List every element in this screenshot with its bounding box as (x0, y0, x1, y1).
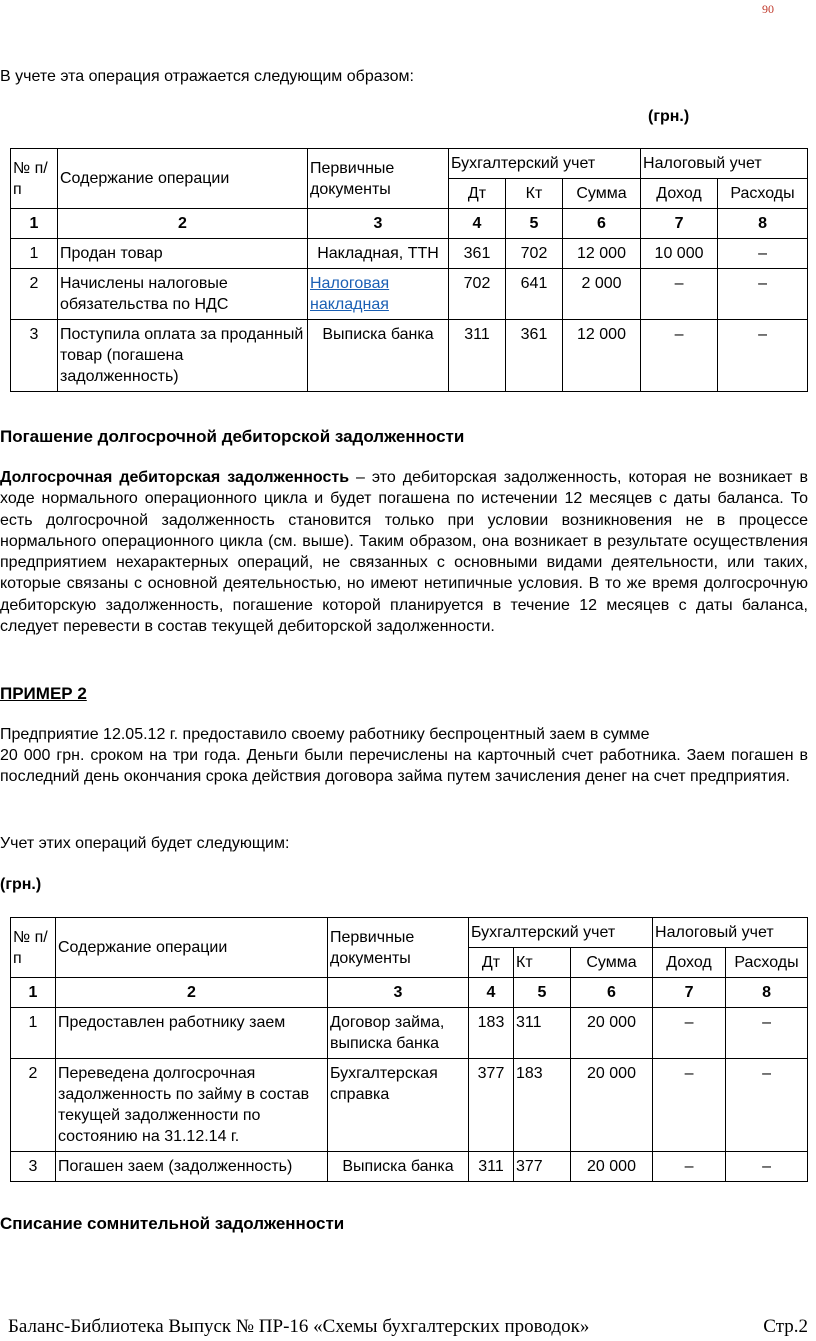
header-accounting: Бухгалтерский учет (469, 918, 653, 948)
row-dt: 377 (469, 1059, 514, 1152)
column-number: 5 (506, 209, 563, 239)
accounting-table-2 (10, 917, 808, 1182)
row-dt: 183 (469, 1008, 514, 1059)
table-row (11, 239, 808, 269)
row-sum: 20 000 (571, 1152, 653, 1182)
row-expenses: – (726, 1152, 808, 1182)
row-num: 3 (11, 1152, 56, 1182)
column-number: 6 (571, 978, 653, 1008)
column-number: 8 (718, 209, 808, 239)
row-expenses: – (726, 1008, 808, 1059)
column-number: 3 (328, 978, 469, 1008)
header-docs: Первичные документы (308, 149, 449, 209)
header-expenses: Расходы (726, 948, 808, 978)
row-expenses: – (718, 320, 808, 392)
row-docs: Выписка банка (328, 1152, 469, 1182)
header-num: № п/п (11, 918, 56, 978)
header-dt: Дт (469, 948, 514, 978)
header-sum: Сумма (563, 179, 641, 209)
header-docs: Первичные документы (328, 918, 469, 978)
row-sum: 12 000 (563, 320, 641, 392)
page-number: 90 (762, 2, 774, 16)
footer-publication: Баланс-Библиотека Выпуск № ПР-16 «Схемы бухгалтерских проводок» (8, 1316, 590, 1337)
row-num: 1 (11, 239, 58, 269)
row-docs: Накладная, ТТН (308, 239, 449, 269)
column-number: 7 (641, 209, 718, 239)
section-title-doubtful-debt: Списание сомнительной задолженности (0, 1214, 345, 1233)
column-number: 4 (469, 978, 514, 1008)
row-income: 10 000 (641, 239, 718, 269)
row-docs: Бухгалтерская справка (328, 1059, 469, 1152)
row-income: – (653, 1008, 726, 1059)
intro-text: В учете эта операция отражается следующим образом: (0, 68, 414, 85)
row-num: 1 (11, 1008, 56, 1059)
header-dt: Дт (449, 179, 506, 209)
row-kt: 702 (506, 239, 563, 269)
column-number: 5 (514, 978, 571, 1008)
header-tax: Налоговый учет (641, 149, 808, 179)
row-num: 3 (11, 320, 58, 392)
row-dt: 361 (449, 239, 506, 269)
table-row (11, 1152, 808, 1182)
unit-label-1: (грн.) (648, 108, 690, 125)
row-content: Предоставлен работнику заем (56, 1008, 328, 1059)
header-sum: Сумма (571, 948, 653, 978)
header-income: Доход (653, 948, 726, 978)
column-number: 2 (58, 209, 308, 239)
long-term-paragraph (0, 467, 808, 637)
column-number: 1 (11, 978, 56, 1008)
table-header-row (11, 918, 808, 948)
row-docs: Выписка банка (308, 320, 449, 392)
header-tax: Налоговый учет (653, 918, 808, 948)
table-header-row (11, 149, 808, 179)
row-dt: 311 (449, 320, 506, 392)
row-sum: 2 000 (563, 269, 641, 320)
column-number: 4 (449, 209, 506, 239)
table-row (11, 269, 808, 320)
row-kt: 361 (506, 320, 563, 392)
header-num: № п/п (11, 149, 58, 209)
row-dt: 311 (469, 1152, 514, 1182)
row-num: 2 (11, 1059, 56, 1152)
row-dt: 702 (449, 269, 506, 320)
row-docs: Договор займа, выписка банка (328, 1008, 469, 1059)
row-kt: 183 (514, 1059, 571, 1152)
header-expenses: Расходы (718, 179, 808, 209)
header-kt: Кт (514, 948, 571, 978)
row-income: – (653, 1152, 726, 1182)
column-number: 7 (653, 978, 726, 1008)
row-docs (308, 269, 449, 320)
column-number: 3 (308, 209, 449, 239)
row-income: – (641, 269, 718, 320)
row-sum: 20 000 (571, 1008, 653, 1059)
row-sum: 12 000 (563, 239, 641, 269)
row-kt: 377 (514, 1152, 571, 1182)
header-kt: Кт (506, 179, 563, 209)
header-content: Содержание операции (56, 918, 328, 978)
example-line-1: Предприятие 12.05.12 г. предоставило своему работнику беспроцентный заем в сумме (0, 726, 650, 743)
row-content: Переведена долгосрочная задолженность по займу в состав текущей задолженности по состоянию на 31.12.14 г. (56, 1059, 328, 1152)
page-footer (8, 1316, 808, 1338)
row-kt: 311 (514, 1008, 571, 1059)
table-row (11, 320, 808, 392)
row-content: Погашен заем (задолженность) (56, 1152, 328, 1182)
accounting-table-1 (10, 148, 808, 392)
row-content: Начислены налоговые обязательства по НДС (58, 269, 308, 320)
column-number-row (11, 209, 808, 239)
row-income: – (641, 320, 718, 392)
section-title-long-term: Погашение долгосрочной дебиторской задолженности (0, 427, 465, 446)
term-bold: Долгосрочная дебиторская задолженность (0, 469, 350, 486)
column-number: 6 (563, 209, 641, 239)
table-row (11, 1008, 808, 1059)
example-paragraph: 20 000 грн. сроком на три года. Деньги были перечислены на карточный счет работника. Заем погашен в последний день окончания срока действия договора займа путем зачисления денег на счет предприятия. (0, 747, 808, 786)
term-definition: – это дебиторская задолженность, которая не возникает в ходе нормального операционного цикла и будет погашена по истечении 12 месяцев с даты баланса. То есть долгосрочной задолженность становится только при условии возникновения не в процессе нормального операционного цикла (см. выше). Таким образом, она возникает в результате осуществления предприятием нехарактерных операций, не связанных с основными видами деятельности, или таких, которые связаны с основной деятельностью, но имеют нетипичные условия. В то же время долгосрочную дебиторскую задолженность, погашение которой планируется в течение 12 месяцев с даты баланса, следует перевести в состав текущей дебиторской задолженности. (0, 469, 808, 636)
row-expenses: – (718, 269, 808, 320)
header-content: Содержание операции (58, 149, 308, 209)
row-sum: 20 000 (571, 1059, 653, 1152)
header-accounting: Бухгалтерский учет (449, 149, 641, 179)
header-income: Доход (641, 179, 718, 209)
row-content: Продан товар (58, 239, 308, 269)
row-expenses: – (718, 239, 808, 269)
row-income: – (653, 1059, 726, 1152)
row-expenses: – (726, 1059, 808, 1152)
row-content: Поступила оплата за проданный товар (погашена задолженность) (58, 320, 308, 392)
row-num: 2 (11, 269, 58, 320)
row-kt: 641 (506, 269, 563, 320)
table-row (11, 1059, 808, 1152)
column-number: 1 (11, 209, 58, 239)
column-number: 2 (56, 978, 328, 1008)
unit-label-2: (грн.) (0, 876, 42, 893)
column-number-row (11, 978, 808, 1008)
accounting-intro: Учет этих операций будет следующим: (0, 835, 290, 852)
footer-page: Стр.2 (763, 1316, 808, 1337)
example-title: ПРИМЕР 2 (0, 684, 87, 703)
column-number: 8 (726, 978, 808, 1008)
tax-invoice-link[interactable]: Налоговая накладная (310, 275, 390, 313)
